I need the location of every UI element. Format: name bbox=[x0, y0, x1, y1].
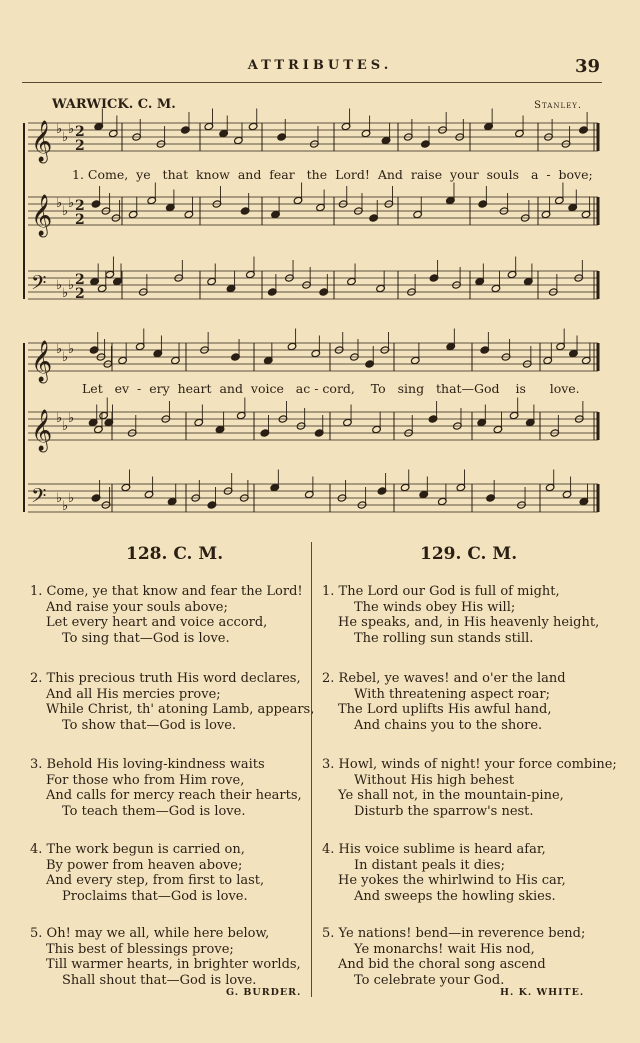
hymn-129-author: H. K. WHITE. bbox=[500, 987, 585, 998]
treble-clef: 𝄞 bbox=[31, 121, 53, 162]
verse-line: 3. Behold His loving-kindness waits bbox=[30, 757, 265, 772]
verse-line: 4. His voice sublime is heard afar, bbox=[322, 842, 546, 857]
flat-sign: ♭ bbox=[62, 350, 69, 365]
verse-line: In distant peals it dies; bbox=[354, 857, 505, 873]
hymn-128-stanza-4 bbox=[30, 842, 264, 904]
lyrics-line-2: Let ev - ery heart and voice ac - cord, To sing that—God is love. bbox=[82, 381, 580, 396]
verse-line: And chains you to the shore. bbox=[354, 717, 543, 733]
bass-clef: 𝄢 bbox=[31, 271, 47, 299]
flat-sign: ♭ bbox=[62, 204, 69, 219]
verse-line: Without His high behest bbox=[354, 772, 515, 788]
flat-sign: ♭ bbox=[56, 491, 63, 506]
flat-sign: ♭ bbox=[68, 411, 75, 426]
tune-name: WARWICK. C. M. bbox=[52, 97, 176, 112]
flat-sign: ♭ bbox=[62, 130, 69, 145]
hymn-129-stanza-4 bbox=[322, 842, 566, 904]
verse-line: With threatening aspect roar; bbox=[354, 686, 551, 702]
verse-line: By power from heaven above; bbox=[46, 857, 243, 873]
verse-line: And raise your souls above; bbox=[46, 599, 228, 615]
verse-line: This best of blessings prove; bbox=[46, 941, 234, 957]
verse-line: 4. The work begun is carried on, bbox=[30, 842, 245, 857]
flat-sign: ♭ bbox=[62, 419, 69, 434]
verse-line: While Christ, th' atoning Lamb, appears, bbox=[46, 702, 315, 717]
hymn-128-stanza-1 bbox=[30, 584, 303, 646]
treble-clef: 𝄞 bbox=[31, 410, 53, 451]
hymn-129-stanza-5 bbox=[322, 926, 585, 988]
hymn-128-author: G. BURDER. bbox=[226, 987, 302, 998]
hymn-129-stanza-2 bbox=[322, 671, 566, 733]
flat-sign: ♭ bbox=[56, 278, 63, 293]
verse-line: Shall shout that—God is love. bbox=[62, 972, 257, 988]
verse-line: 2. Rebel, ye waves! and o'er the land bbox=[322, 671, 566, 686]
verse-line: 5. Ye nations! bend—in reverence bend; bbox=[322, 926, 586, 941]
hymn-129-stanza-3 bbox=[322, 757, 617, 819]
flat-sign: ♭ bbox=[68, 342, 75, 357]
verse-line: And calls for mercy reach their hearts, bbox=[46, 788, 302, 803]
flat-sign: ♭ bbox=[68, 491, 75, 506]
hymn-128-stanza-3 bbox=[30, 757, 302, 819]
hymn-128-title: 128. C. M. bbox=[126, 544, 224, 564]
hymn-129-stanza-1 bbox=[322, 584, 599, 646]
verse-line: The rolling sun stands still. bbox=[354, 630, 534, 646]
verse-line: To sing that—God is love. bbox=[62, 630, 230, 646]
time-signature: 2 bbox=[75, 138, 85, 154]
flat-sign: ♭ bbox=[62, 286, 69, 301]
time-signature: 2 bbox=[75, 286, 85, 302]
column-divider bbox=[311, 542, 312, 997]
flat-sign: ♭ bbox=[56, 411, 63, 426]
flat-sign: ♭ bbox=[68, 122, 75, 137]
treble-clef: 𝄞 bbox=[31, 195, 53, 236]
verse-line: Disturb the sparrow's nest. bbox=[354, 803, 534, 819]
hymn-128-stanza-2 bbox=[30, 671, 314, 733]
time-signature: 2 bbox=[75, 198, 85, 214]
page-number: 39 bbox=[574, 56, 600, 77]
verse-line: He yokes the whirlwind to His car, bbox=[338, 873, 566, 888]
hymn-129-title: 129. C. M. bbox=[420, 544, 518, 564]
flat-sign: ♭ bbox=[68, 278, 75, 293]
flat-sign: ♭ bbox=[56, 122, 63, 137]
verse-line: To teach them—God is love. bbox=[62, 803, 246, 819]
verse-line: 2. This precious truth His word declares, bbox=[30, 671, 301, 686]
verse-line: 1. The Lord our God is full of might, bbox=[322, 584, 560, 599]
verse-line: The Lord uplifts His awful hand, bbox=[338, 702, 552, 717]
bass-clef: 𝄢 bbox=[31, 484, 47, 512]
verse-line: And every step, from first to last, bbox=[46, 873, 265, 888]
verse-line: Till warmer hearts, in brighter worlds, bbox=[46, 957, 301, 972]
verse-line: Ye monarchs! wait His nod, bbox=[354, 941, 535, 957]
verse-line: And bid the choral song ascend bbox=[338, 957, 546, 972]
flat-sign: ♭ bbox=[62, 499, 69, 514]
verse-line: Ye shall not, in the mountain-pine, bbox=[338, 788, 564, 803]
time-signature: 2 bbox=[75, 272, 85, 288]
verse-line: And sweeps the howling skies. bbox=[354, 888, 556, 904]
flat-sign: ♭ bbox=[68, 196, 75, 211]
treble-clef: 𝄞 bbox=[31, 341, 53, 382]
time-signature: 2 bbox=[75, 124, 85, 140]
flat-sign: ♭ bbox=[56, 196, 63, 211]
time-signature: 2 bbox=[75, 212, 85, 228]
verse-line: To celebrate your God. bbox=[354, 972, 505, 988]
lyrics-line-1: 1. Come, ye that know and fear the Lord! And raise your souls a - bove; bbox=[72, 167, 593, 182]
verse-line: Let every heart and voice accord, bbox=[46, 615, 268, 630]
hymn-128-stanza-5 bbox=[30, 926, 301, 988]
verse-line: 1. Come, ye that know and fear the Lord! bbox=[30, 584, 303, 599]
verse-line: To show that—God is love. bbox=[62, 717, 237, 733]
verse-line: For those who from Him rove, bbox=[46, 772, 245, 788]
verse-line: The winds obey His will; bbox=[354, 599, 516, 615]
verse-line: Proclaims that—God is love. bbox=[62, 888, 248, 904]
verse-line: He speaks, and, in His heavenly height, bbox=[338, 615, 600, 630]
running-header: ATTRIBUTES. bbox=[247, 58, 393, 73]
verse-line: 3. Howl, winds of night! your force combine; bbox=[322, 757, 617, 772]
verse-line: And all His mercies prove; bbox=[46, 686, 221, 702]
composer-name: Stanley. bbox=[534, 100, 582, 111]
verse-line: 5. Oh! may we all, while here below, bbox=[30, 926, 270, 941]
flat-sign: ♭ bbox=[56, 342, 63, 357]
